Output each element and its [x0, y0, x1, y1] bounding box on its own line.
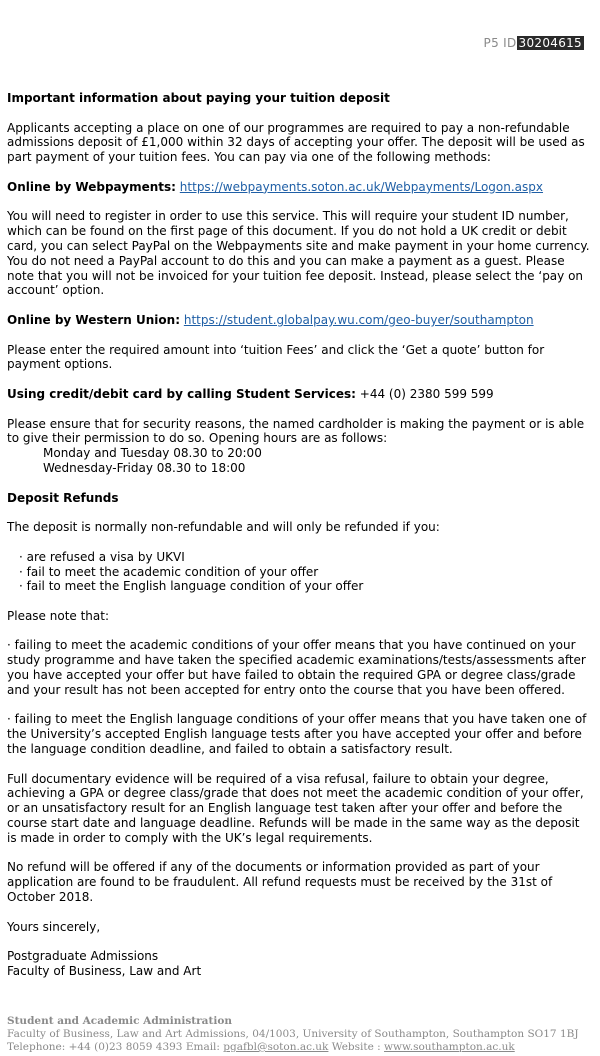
fraud-paragraph: No refund will be offered if any of the documents or information provided as part of your application are found to be fraudulent. All refund requests must be received by the 31st of October 2018. — [7, 860, 553, 905]
western-union-line — [7, 313, 590, 328]
footer-email-link[interactable]: pgafbl@soton.ac.uk — [223, 1041, 329, 1053]
refunds-heading: Deposit Refunds — [7, 490, 119, 505]
western-union-paragraph: Please enter the required amount into ‘tuition Fees’ and click the ‘Get a quote’ button for payment options. — [7, 342, 545, 372]
webpayments-label: Online by Webpayments: — [7, 179, 176, 194]
webpayments-link[interactable]: https://webpayments.soton.ac.uk/Webpayments/Logon.aspx — [179, 179, 544, 194]
footer-telephone: Telephone: +44 (0)23 8059 4393 Email: — [7, 1041, 224, 1053]
footer-website-label: Website : — [328, 1041, 385, 1053]
closing: Yours sincerely, — [7, 919, 101, 934]
note-english: · failing to meet the English language conditions of your offer means that you have taken one of the University’s accepted English language tests after you have accepted your offer and before the language condition deadline, and failed to obtain a satisfactory result. — [7, 712, 587, 757]
ps-id-number: 30204615 — [518, 36, 582, 50]
signature-line-2: Faculty of Business, Law and Art — [7, 964, 202, 979]
refund-conditions-list — [7, 550, 590, 594]
evidence-paragraph: Full documentary evidence will be required of a visa refusal, failure to obtain your degree, achieving a GPA or degree class/grade that does not meet the academic condition of your offer, or an unsatisfactory result for an English language test taken after your offer and before the course start date and language deadline. Refunds will be made in the same way as the deposit is made in order to comply with the UK’s legal requirements. — [7, 771, 584, 845]
list-item: · are refused a visa by UKVI — [19, 550, 590, 565]
page-title: Important information about paying your tuition deposit — [7, 91, 390, 105]
list-item: · fail to meet the English language condition of your offer — [19, 579, 590, 594]
card-paragraph: Please ensure that for security reasons, the named cardholder is making the payment or is able to give their permission to do so. Opening hours are as follows: — [7, 416, 585, 446]
note-academic: · failing to meet the academic conditions of your offer means that you have continued on your study programme and have taken the specified academic examinations/tests/assessments after you have accepted your offer but have failed to obtain the required GPA or degree class/grade and your result has not been accepted for entry onto the course that you have been offered. — [7, 638, 586, 697]
footer-contact — [7, 1041, 590, 1054]
opening-hours-wed-fri: Wednesday-Friday 08.30 to 18:00 — [43, 460, 246, 475]
signature-line-1: Postgraduate Admissions — [7, 949, 159, 964]
list-item: · fail to meet the academic condition of your offer — [19, 565, 590, 580]
intro-paragraph: Applicants accepting a place on one of our programmes are required to pay a non-refundable admissions deposit of £1,000 within 32 days of accepting your offer. The deposit will be used as part payment of your tuition fees. You can pay via one of the following methods: — [7, 120, 585, 165]
refunds-intro: The deposit is normally non-refundable and will only be refunded if you: — [7, 520, 440, 535]
ps-id-prefix: P5 ID — [483, 36, 517, 50]
opening-hours-mon-tue: Monday and Tuesday 08.30 to 20:00 — [43, 446, 262, 461]
webpayments-paragraph: You will need to register in order to use this service. This will require your student ID number, which can be found on the first page of this document. If you do not hold a UK credit or debit card, you can select PayPal on the Webpayments site and make payment in your home currency. You do not need a PayPal account to do this and you can make a payment as a guest. Please note that you will not be invoiced for your tuition fee deposit. Instead, please select the ‘pay on account’ option. — [7, 209, 590, 298]
western-union-link[interactable]: https://student.globalpay.wu.com/geo-buyer/southampton — [183, 312, 534, 327]
footer-title: Student and Academic Administration — [7, 1015, 232, 1027]
ps-id-label — [484, 36, 584, 50]
letter-body — [7, 91, 590, 979]
western-union-label: Online by Western Union: — [7, 312, 181, 327]
card-payment-label: Using credit/debit card by calling Student Services: — [7, 386, 356, 401]
footer-address: Faculty of Business, Law and Art Admissions, 04/1003, University of Southampton, Southampton SO17 1BJ — [7, 1028, 579, 1040]
footer-website-link[interactable]: www.southampton.ac.uk — [384, 1041, 515, 1053]
student-services-phone: +44 (0) 2380 599 599 — [359, 386, 494, 401]
page-footer — [7, 1015, 590, 1054]
webpayments-line — [7, 180, 590, 195]
note-intro: Please note that: — [7, 608, 110, 623]
card-payment-line — [7, 387, 590, 402]
